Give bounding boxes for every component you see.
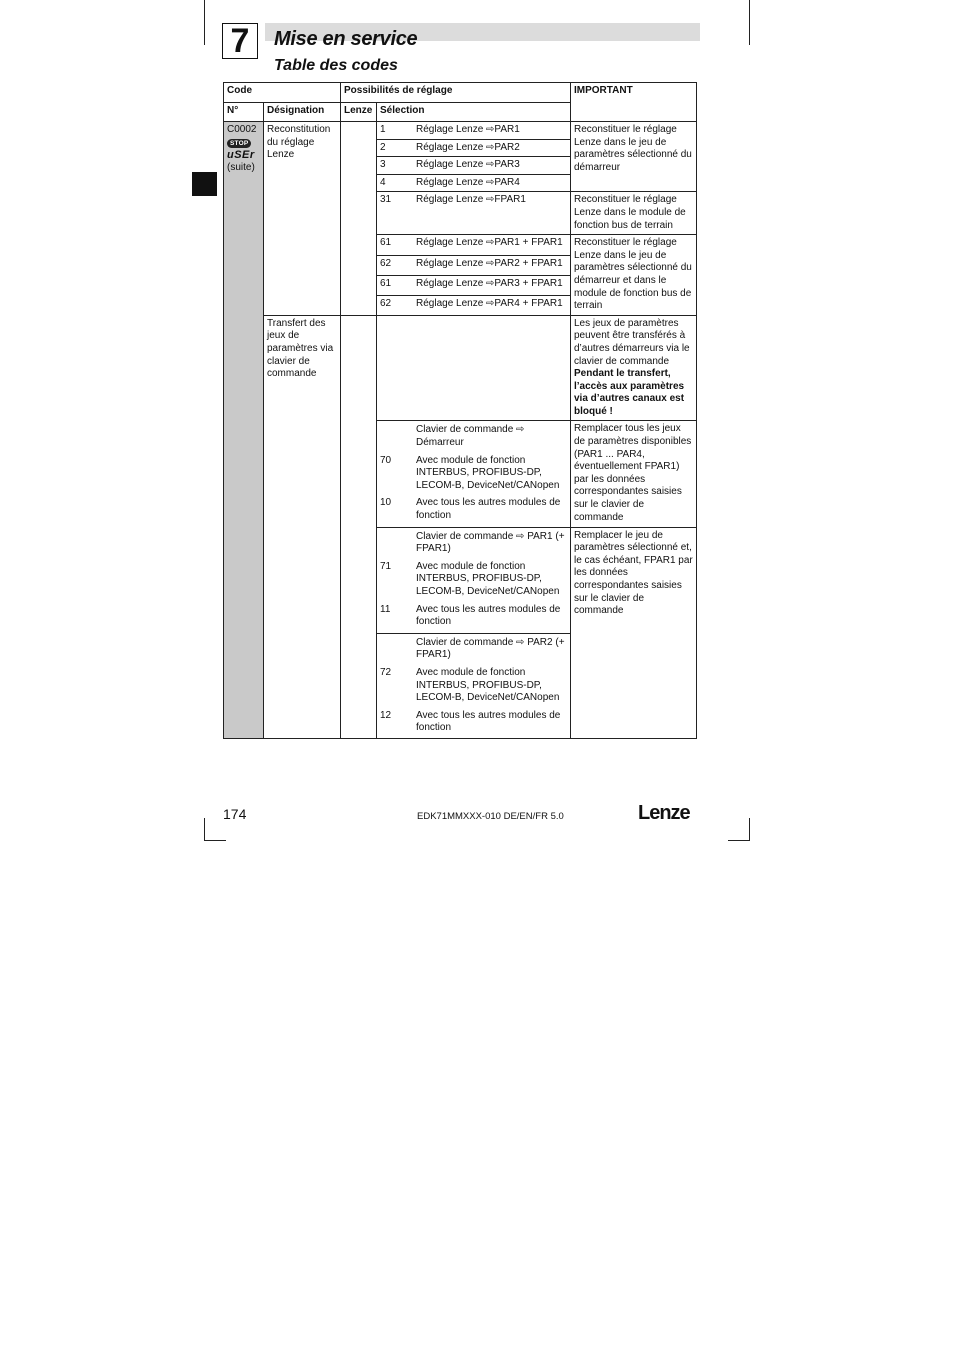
header-selection: Sélection — [377, 102, 571, 122]
crop-mark — [749, 818, 750, 840]
selection-cell: 2 Réglage Lenze ⇨PAR2 — [377, 139, 571, 157]
important-note — [571, 315, 697, 421]
selection-cell: 62 Réglage Lenze ⇨PAR2 + FPAR1 — [377, 255, 571, 275]
selection-cell: 61 Réglage Lenze ⇨PAR1 + FPAR1 — [377, 235, 571, 256]
lenze-cell — [341, 315, 377, 738]
lenze-cell — [341, 122, 377, 316]
designation-transfer: Transfert des jeux de paramètres via clavier de commande — [264, 315, 341, 738]
selection-cell: 31 Réglage Lenze ⇨FPAR1 — [377, 192, 571, 235]
page-title: Mise en service — [274, 28, 418, 50]
crop-mark — [728, 840, 750, 841]
transfer-note: Les jeux de paramètres peuvent être transférés à d’autres démarreurs via le clavier de commande — [574, 317, 690, 367]
table-row — [224, 315, 697, 421]
stop-icon: STOP — [227, 139, 251, 148]
transfer-warning: Pendant le transfert, l’accès aux paramètres via d’autres canaux est bloqué ! — [574, 368, 685, 417]
selection-group: Clavier de commande ⇨ Démarreur 70 Avec module de fonction INTERBUS, PROFIBUS-DP, LECOM-B, DeviceNet/CANopen 10 Avec tous les autres modules de fonction — [377, 421, 571, 527]
selection-cell: 62 Réglage Lenze ⇨PAR4 + FPAR1 — [377, 295, 571, 315]
header-designation: Désignation — [264, 102, 341, 122]
chapter-tab-marker — [192, 172, 217, 196]
document-id: EDK71MMXXX-010 DE/EN/FR 5.0 — [417, 811, 564, 822]
header-lenze: Lenze — [341, 102, 377, 122]
header-code: Code — [224, 83, 341, 103]
code-cell — [224, 122, 264, 739]
codes-table — [223, 82, 697, 739]
header-row — [224, 83, 697, 103]
chapter-number: 7 — [222, 23, 258, 59]
selection-cell: 4 Réglage Lenze ⇨PAR4 — [377, 174, 571, 192]
selection-cell: 1 Réglage Lenze ⇨PAR1 — [377, 122, 571, 140]
selection-cell: 61 Réglage Lenze ⇨PAR3 + FPAR1 — [377, 275, 571, 295]
header-important: IMPORTANT — [571, 83, 697, 122]
crop-mark — [204, 0, 205, 45]
designation-reconstitution: Reconstitution du réglage Lenze — [264, 122, 341, 316]
important-note: Remplacer le jeu de paramètres sélectionné et, le cas échéant, FPAR1 par les données correspondantes saisies sur le clavier de commande — [571, 527, 697, 738]
user-menu-icon: uSEr — [227, 149, 255, 162]
important-note: Remplacer tous les jeux de paramètres disponibles (PAR1 ... PAR4, éventuellement FPAR1) par les données correspondantes saisies sur le clavier de commande — [571, 421, 697, 527]
selection-group: Clavier de commande ⇨ PAR2 (+ FPAR1) 72 Avec module de fonction INTERBUS, PROFIBUS-DP, LECOM-B, DeviceNet/CANopen 12 Avec tous les autres modules de fonction — [377, 633, 571, 738]
crop-mark — [204, 818, 205, 840]
selection-group: Clavier de commande ⇨ PAR1 (+ FPAR1) 71 Avec module de fonction INTERBUS, PROFIBUS-DP, LECOM-B, DeviceNet/CANopen 11 Avec tous les autres modules de fonction — [377, 527, 571, 633]
table-row — [224, 122, 697, 140]
important-note: Reconstituer le réglage Lenze dans le jeu de paramètres sélectionné du démarreur et dans le module de fonction bus de terrain — [571, 235, 697, 316]
crop-mark — [204, 840, 226, 841]
code-number: C0002 — [227, 124, 257, 135]
header-possibilities: Possibilités de réglage — [341, 83, 571, 103]
important-note: Reconstituer le réglage Lenze dans le module de fonction bus de terrain — [571, 192, 697, 235]
selection-cell — [377, 315, 571, 421]
selection-cell: 3 Réglage Lenze ⇨PAR3 — [377, 157, 571, 175]
continued-label: (suite) — [227, 161, 255, 173]
lenze-logo: Lenze — [638, 802, 690, 824]
crop-mark — [749, 0, 750, 45]
page-number: 174 — [223, 806, 247, 822]
important-note: Reconstituer le réglage Lenze dans le jeu de paramètres sélectionné du démarreur — [571, 122, 697, 192]
header-number: N° — [224, 102, 264, 122]
page-subtitle: Table des codes — [274, 57, 398, 74]
